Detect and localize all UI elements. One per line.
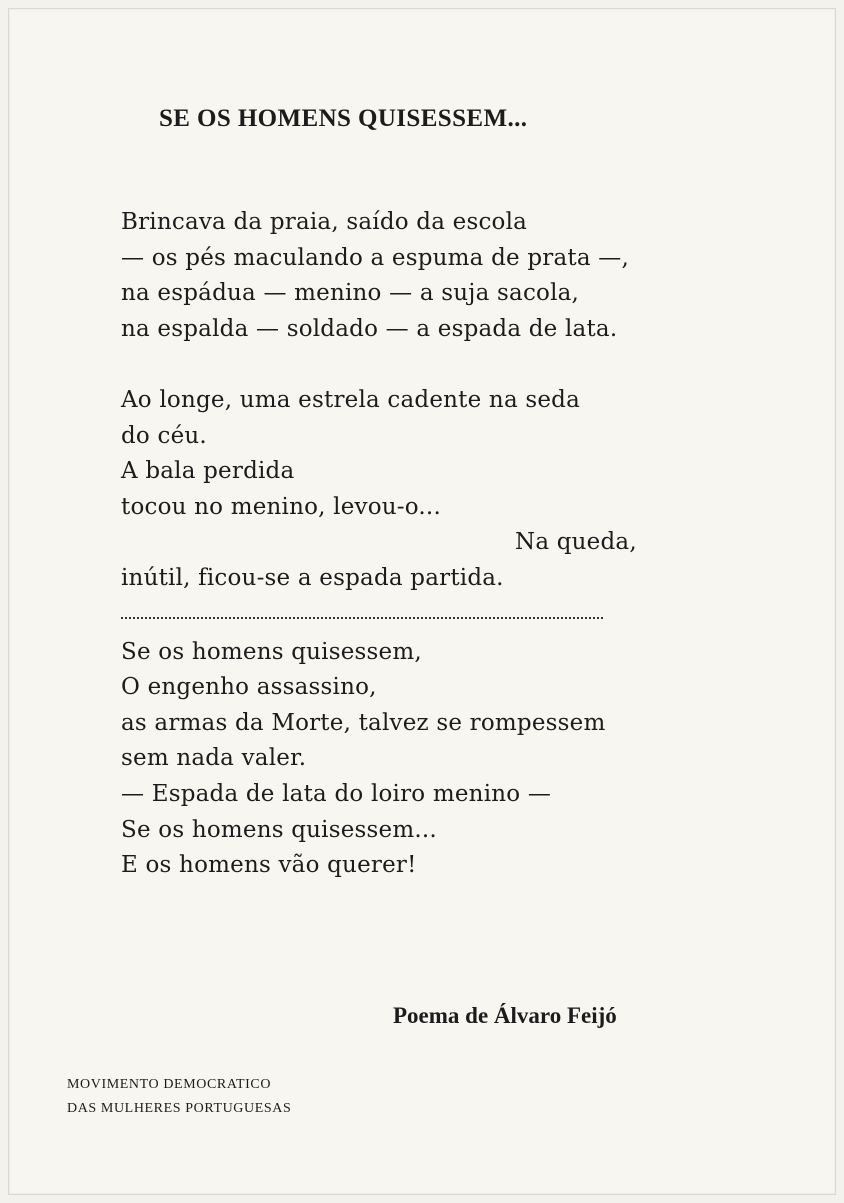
poem-line: Ao longe, uma estrela cadente na seda [121,386,581,413]
poem-line: do céu. [121,422,207,449]
stanza-1 [121,205,741,347]
poem-title: SE OS HOMENS QUISESSEM... [159,105,528,132]
poem-line: sem nada valer. [121,745,307,772]
poem-line: tocou no menino, levou-o... [121,493,441,520]
publisher-block [67,1073,291,1121]
poem-line: Se os homens quisessem, [121,638,422,665]
poem-line-indented: Na queda, [515,529,637,556]
poem-line: as armas da Morte, talvez se rompessem [121,709,606,736]
poem-line: O engenho assassino, [121,674,377,701]
document-page [8,8,836,1195]
poem-line: A bala perdida [121,458,295,485]
poem-line: E os homens vão querer! [121,852,417,879]
poem-line: na espádua — menino — a suja sacola, [121,280,580,307]
dotted-separator [121,611,603,619]
poem-line: Brincava da praia, saído da escola [121,209,528,235]
poem-body [121,205,741,884]
poem-line: Se os homens quisessem... [121,816,437,843]
stanza-3 [121,635,741,884]
publisher-line: MOVIMENTO DEMOCRATICO [67,1077,272,1092]
stanza-2 [121,383,741,597]
poem-line: na espalda — soldado — a espada de lata. [121,315,618,342]
poem-line: — os pés maculando a espuma de prata —, [121,244,629,271]
publisher-line: DAS MULHERES PORTUGUESAS [67,1101,292,1116]
stanza-spacer [121,347,741,383]
poem-line: — Espada de lata do loiro menino — [121,780,552,807]
author-credit: Poema de Álvaro Feijó [393,1003,617,1028]
poem-line: inútil, ficou-se a espada partida. [121,564,504,591]
